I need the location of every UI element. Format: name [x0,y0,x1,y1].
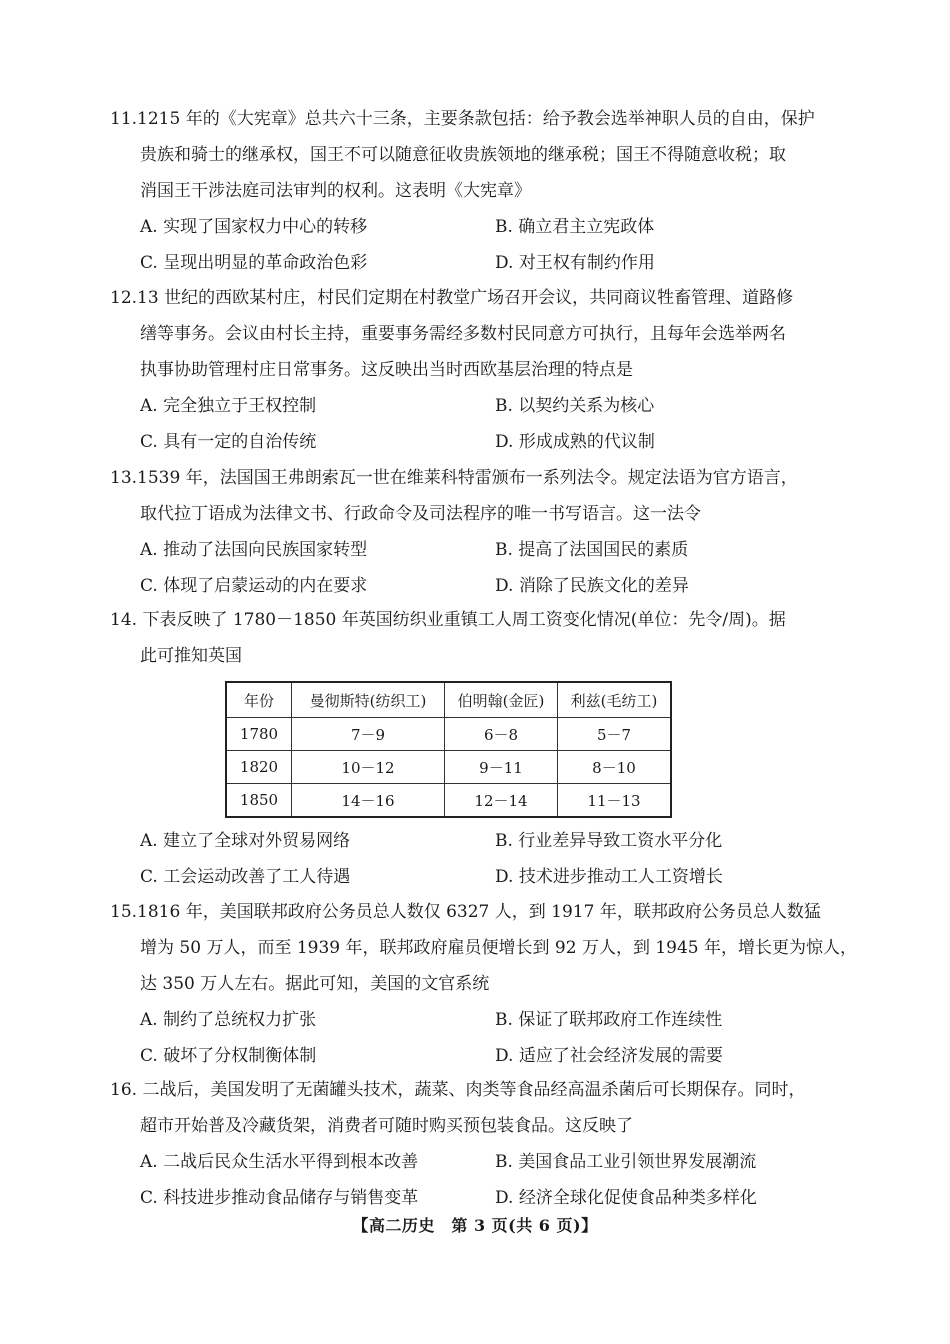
table-cell: 14－16 [292,784,445,818]
table-row [226,718,671,751]
question-text-line: 取代拉丁语成为法律文书、行政命令及司法程序的唯一书写语言。这一法令 [140,504,701,524]
option-b[interactable]: B. 保证了联邦政府工作连续性 [495,1010,723,1030]
table-header-cell: 曼彻斯特(纺织工) [292,682,445,718]
options-row [110,1144,830,1180]
option-a[interactable]: A. 实现了国家权力中心的转移 [140,217,368,237]
question-text-line: 缮等事务。会议由村长主持，重要事务需经多数村民同意方可执行，且每年会选举两名 [140,324,786,344]
table-cell: 9－11 [445,751,558,784]
option-b[interactable]: B. 确立君主立宪政体 [495,217,655,237]
question-text-line: 14. 下表反映了 1780－1850 年英国纺织业重镇工人周工资变化情况(单位：先令/周)。据 [110,610,786,630]
question-text-line: 13.1539 年，法国国王弗朗索瓦一世在维莱科特雷颁布一系列法令。规定法语为官方语言， [110,468,798,488]
question-text-line: 15.1816 年，美国联邦政府公务员总人数仅 6327 人，到 1917 年，联邦政府公务员总人数猛 [110,902,821,922]
table-cell: 12－14 [445,784,558,818]
table-cell: 1850 [226,784,292,818]
options-row [110,388,830,424]
table-cell: 1780 [226,718,292,751]
question-14 [110,602,830,674]
table-cell: 11－13 [558,784,672,818]
question-text-line: 11.1215 年的《大宪章》总共六十三条，主要条款包括：给予教会选举神职人员的自由，保护 [110,109,815,129]
option-a[interactable]: A. 完全独立于王权控制 [140,396,317,416]
question-text-line: 增为 50 万人，而至 1939 年，联邦政府雇员便增长到 92 万人，到 1945 年，增长更为惊人， [140,938,858,958]
question-15 [110,894,858,1074]
option-a[interactable]: A. 二战后民众生活水平得到根本改善 [140,1152,419,1172]
options-row [110,424,830,460]
option-d[interactable]: D. 形成成熟的代议制 [495,432,655,452]
table-row [226,751,671,784]
option-d[interactable]: D. 对王权有制约作用 [495,253,655,273]
table-row [226,784,671,818]
option-a[interactable]: A. 建立了全球对外贸易网络 [140,831,351,851]
options-row [110,532,830,568]
option-d[interactable]: D. 适应了社会经济发展的需要 [495,1046,723,1066]
options-row [110,1038,830,1074]
option-b[interactable]: B. 行业差异导致工资水平分化 [495,831,723,851]
option-c[interactable]: C. 破坏了分权制衡体制 [140,1046,317,1066]
question-16 [110,1072,830,1216]
table-cell: 1820 [226,751,292,784]
options-row [110,1180,830,1216]
options-row [110,245,830,281]
question-text-line: 执事协助管理村庄日常事务。这反映出当时西欧基层治理的特点是 [140,360,633,380]
option-c[interactable]: C. 工会运动改善了工人待遇 [140,867,351,887]
option-a[interactable]: A. 推动了法国向民族国家转型 [140,540,368,560]
options-row [110,209,830,245]
question-text-line: 此可推知英国 [140,646,242,666]
table-header-cell: 利兹(毛纺工) [558,682,672,718]
option-d[interactable]: D. 经济全球化促使食品种类多样化 [495,1188,757,1208]
option-b[interactable]: B. 美国食品工业引领世界发展潮流 [495,1152,757,1172]
options-row [110,859,830,895]
options-row [110,568,830,604]
table-cell: 6－8 [445,718,558,751]
question-text-line: 达 350 万人左右。据此可知，美国的文官系统 [140,974,490,994]
question-text-line: 16. 二战后，美国发明了无菌罐头技术，蔬菜、肉类等食品经高温杀菌后可长期保存。同时， [110,1080,806,1100]
table-cell: 10－12 [292,751,445,784]
table-cell: 5－7 [558,718,672,751]
table-header-cell: 伯明翰(金匠) [445,682,558,718]
option-c[interactable]: C. 具有一定的自治传统 [140,432,317,452]
option-c[interactable]: C. 体现了启蒙运动的内在要求 [140,576,368,596]
question-12 [110,280,830,460]
options-row [110,823,830,859]
option-d[interactable]: D. 技术进步推动工人工资增长 [495,867,723,887]
option-a[interactable]: A. 制约了总统权力扩张 [140,1010,317,1030]
table-header-row [226,682,671,718]
wage-table-wrapper [225,681,672,818]
option-b[interactable]: B. 以契约关系为核心 [495,396,655,416]
option-b[interactable]: B. 提高了法国国民的素质 [495,540,689,560]
question-13 [110,460,830,604]
options-row [110,1002,830,1038]
question-text-line: 贵族和骑士的继承权，国王不可以随意征收贵族领地的继承税；国王不得随意收税；取 [140,145,786,165]
table-header-cell: 年份 [226,682,292,718]
question-text-line: 消国王干涉法庭司法审判的权利。这表明《大宪章》 [140,181,531,201]
question-14-options [110,823,830,895]
question-11 [110,101,830,281]
table-cell: 8－10 [558,751,672,784]
page-footer: 【高二历史 第 3 页(共 6 页)】 [352,1216,598,1235]
question-text-line: 超市开始普及冷藏货架，消费者可随时购买预包装食品。这反映了 [140,1116,633,1136]
question-text-line: 12.13 世纪的西欧某村庄，村民们定期在村教堂广场召开会议，共同商议牲畜管理、道路修 [110,288,794,308]
option-c[interactable]: C. 呈现出明显的革命政治色彩 [140,253,368,273]
option-d[interactable]: D. 消除了民族文化的差异 [495,576,689,596]
option-c[interactable]: C. 科技进步推动食品储存与销售变革 [140,1188,419,1208]
table-cell: 7－9 [292,718,445,751]
wage-table [225,681,672,818]
